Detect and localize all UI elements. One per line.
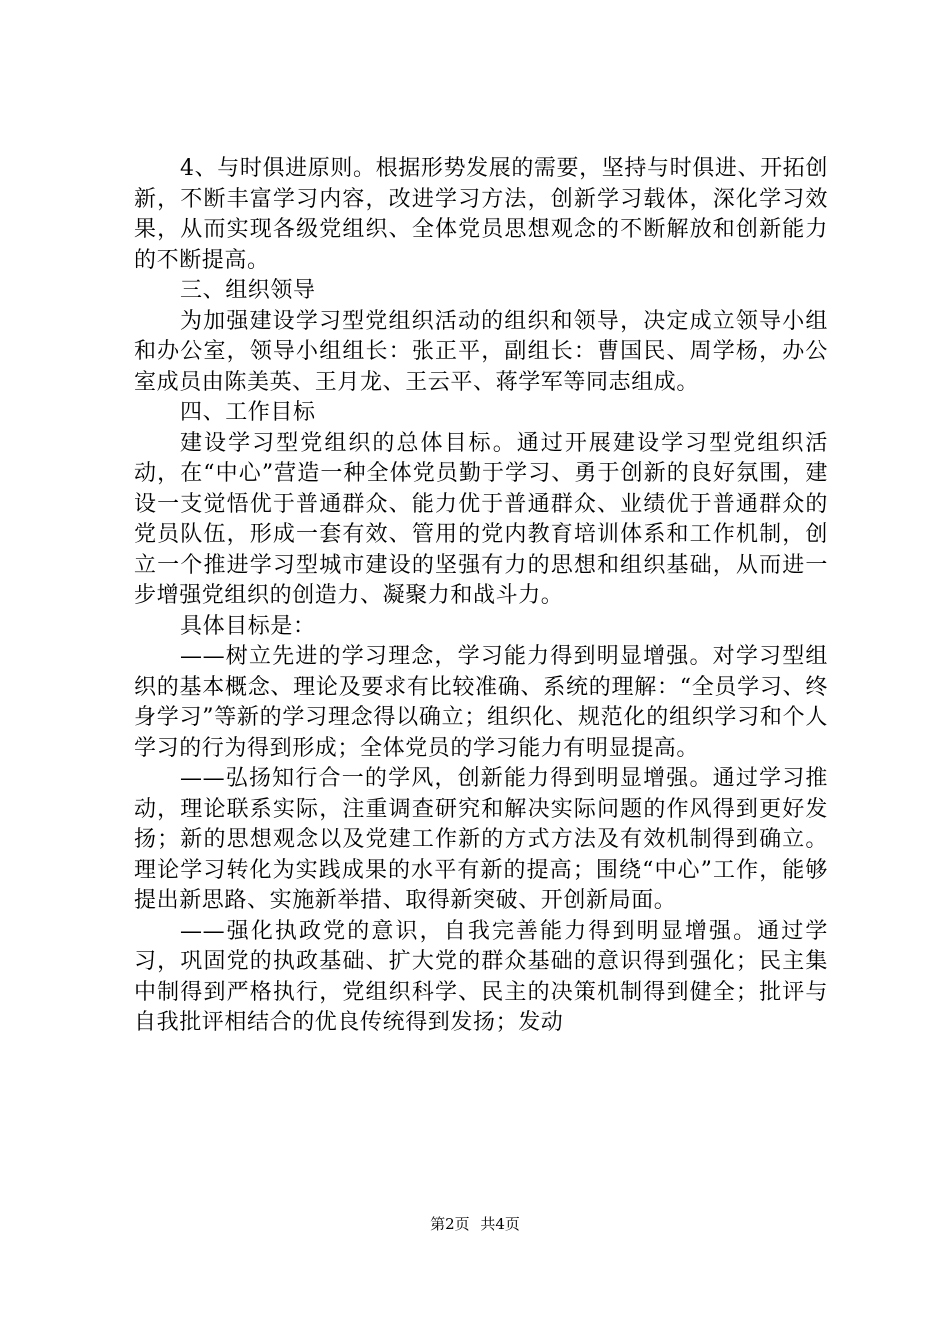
paragraph-goal-self-improvement: ——强化执政党的意识，自我完善能力得到明显增强。通过学习，巩固党的执政基础、扩大党的群众基础的意识得到强化；民主集中制得到严格执行，党组织科学、民主的决策机制得到健全；批评与自我批评相结合的优良传统得到发扬；发动 (134, 918, 828, 1035)
document-body (134, 154, 828, 1039)
page-total: 共4页 (480, 1215, 520, 1233)
page-number: 第2页 (430, 1215, 470, 1233)
section-heading-organization: 三、组织领导 (180, 278, 316, 303)
paragraph-overall-goal: 建设学习型党组织的总体目标。通过开展建设学习型党组织活动，在“中心”营造一种全体党员勤于学习、勇于创新的良好氛围，建设一支觉悟优于普通群众、能力优于普通群众、业绩优于普通群众的党员队伍，形成一套有效、管用的党内教育培训体系和工作机制，创立一个推进学习型城市建设的坚强有力的思想和组织基础，从而进一步增强党组织的创造力、凝聚力和战斗力。 (134, 430, 828, 608)
paragraph-leadership: 为加强建设学习型党组织活动的组织和领导，决定成立领导小组和办公室，领导小组组长：张正平，副组长：曹国民、周学杨，办公室成员由陈美英、王月龙、王云平、蒋学军等同志组成。 (134, 308, 828, 395)
paragraph-goal-innovation: ——弘扬知行合一的学风，创新能力得到明显增强。通过学习推动，理论联系实际，注重调查研究和解决实际问题的作风得到更好发扬；新的思想观念以及党建工作新的方式方法及有效机制得到确立。理论学习转化为实践成果的水平有新的提高；围绕“中心”工作，能够提出新思路、实施新举措、取得新突破、开创新局面。 (134, 766, 828, 913)
paragraph-goal-learning: ——树立先进的学习理念，学习能力得到明显增强。对学习型组织的基本概念、理论及要求有比较准确、系统的理解：“全员学习、终身学习”等新的学习理念得以确立；组织化、规范化的组织学习和个人学习的行为得到形成；全体党员的学习能力有明显提高。 (134, 644, 828, 761)
page-footer (0, 1214, 950, 1234)
section-heading-goals: 四、工作目标 (180, 400, 316, 425)
paragraph-specific-goals-intro: 具体目标是： (180, 613, 316, 639)
paragraph-principle-4: 4、与时俱进原则。根据形势发展的需要，坚持与时俱进、开拓创新，不断丰富学习内容，改进学习方法，创新学习载体，深化学习效果，从而实现各级党组织、全体党员思想观念的不断解放和创新能力的不断提高。 (134, 156, 828, 273)
